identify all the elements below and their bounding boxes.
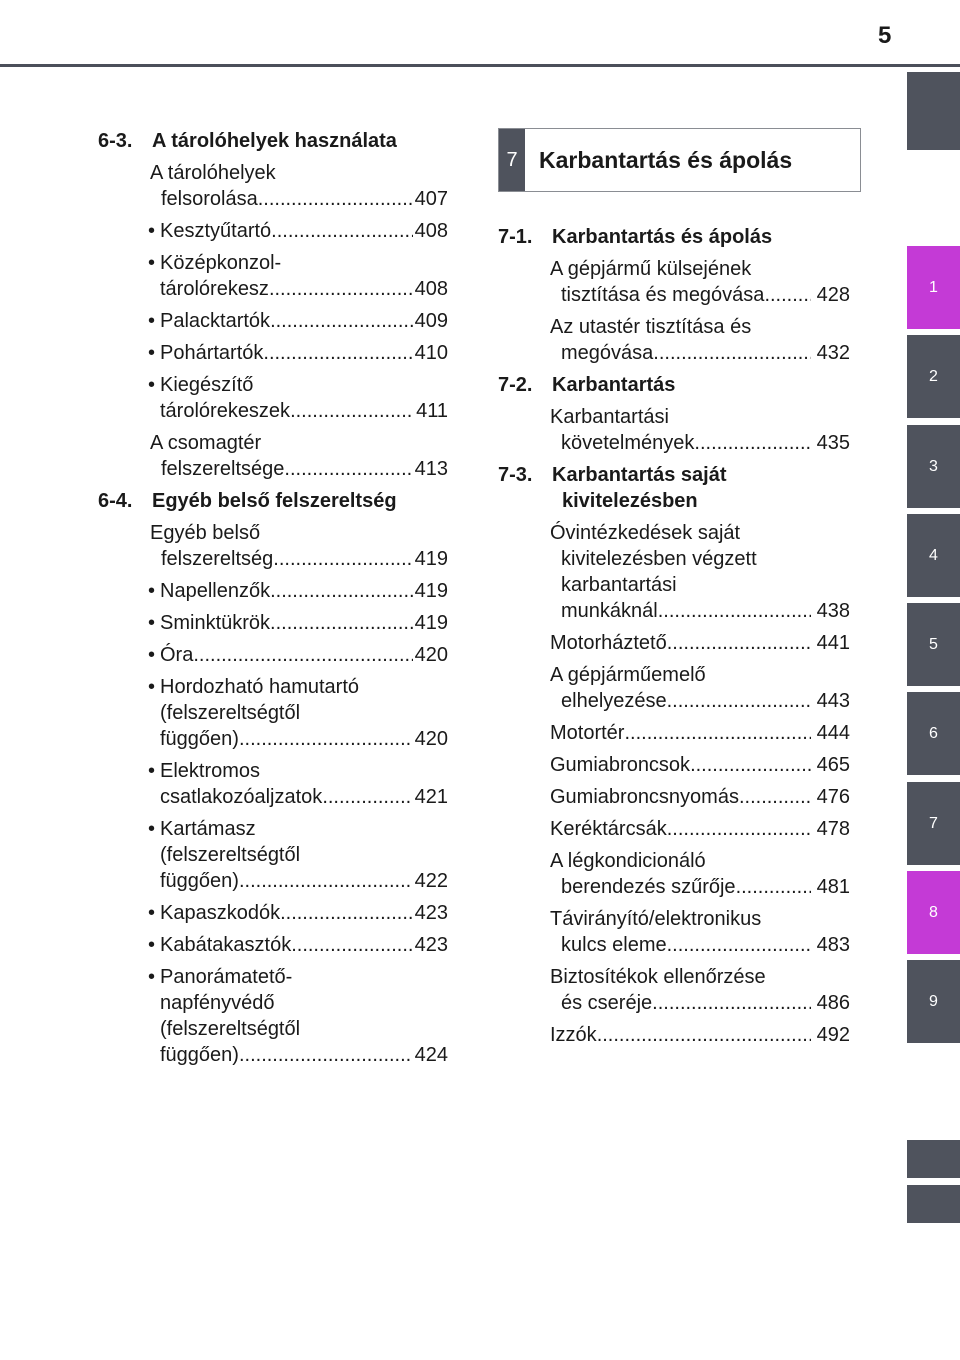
section-title (152, 128, 448, 154)
entry-last-line (550, 688, 850, 714)
toc-entry (550, 816, 850, 842)
entry-last-line (550, 720, 850, 746)
entry-last-line (550, 340, 850, 366)
section-number: 6-3. (98, 130, 133, 152)
entry-text-line: (felszereltségtől (160, 1018, 301, 1040)
entry-last-line (160, 642, 448, 668)
header-rule (0, 64, 960, 67)
page-reference: 492 (816, 1024, 850, 1046)
entry-text-line: Kabátakasztók (160, 934, 292, 956)
entry-text-line: Gumiabroncsok (550, 754, 691, 776)
entry-text-line: Óvintézkedések saját (550, 522, 741, 544)
toc-entry (550, 720, 850, 746)
section-title (552, 372, 850, 398)
page-number: 5 (878, 22, 892, 49)
dot-leader (239, 1042, 413, 1068)
entry-text-line: csatlakozóaljzatok (160, 786, 323, 808)
toc-entry (150, 160, 448, 212)
dot-leader (652, 990, 810, 1016)
entry-text-line: Kiegészítő (160, 374, 254, 396)
entry-text-line: Kapaszkodók (160, 902, 281, 924)
entry-text-line: elhelyezése (561, 690, 667, 712)
toc-entry (550, 1022, 850, 1048)
entry-text-line: kivitelezésben végzett (561, 548, 757, 570)
entry-text-line: tárolórekesz (160, 278, 269, 300)
entry-last-line (550, 282, 850, 308)
page-reference: 422 (414, 870, 448, 892)
entry-text-line: Kesztyűtartó (160, 220, 272, 242)
toc-entry (550, 906, 850, 958)
entry-text-line: karbantartási (561, 574, 677, 596)
chapter-tab-3[interactable]: 3 (907, 425, 960, 508)
dot-leader (239, 868, 413, 894)
entry-last-line (160, 784, 448, 810)
dot-leader (270, 610, 413, 636)
page-reference: 410 (414, 342, 448, 364)
toc-entry (550, 964, 850, 1016)
chapter-number: 7 (499, 129, 525, 191)
dot-leader (658, 598, 811, 624)
bullet-mark: • (148, 676, 156, 698)
entry-last-line (550, 598, 850, 624)
section-number: 7-1. (498, 226, 533, 248)
section-number: 7-3. (498, 464, 533, 486)
entry-text-line: függően) (160, 1044, 239, 1066)
chapter-tab-1[interactable]: 1 (907, 246, 960, 329)
page-reference: 413 (414, 458, 448, 480)
entry-text-line: Izzók (550, 1024, 597, 1046)
bullet-mark: • (148, 220, 156, 242)
entry-text-line: Óra (160, 644, 194, 666)
page-reference: 423 (414, 934, 448, 956)
entry-text-line: Keréktárcsák (550, 818, 667, 840)
toc-bullet-item (148, 372, 448, 424)
dot-leader (736, 874, 811, 900)
entry-last-line (550, 430, 850, 456)
entry-last-line (160, 1042, 448, 1068)
entry-text-line: Pohártartók (160, 342, 264, 364)
entry-text-line: megóvása (561, 342, 654, 364)
section-title-line: kivitelezésben (562, 490, 698, 512)
section-title-line: Karbantartás és ápolás (552, 226, 773, 248)
dot-leader (193, 642, 412, 668)
dot-leader (667, 816, 811, 842)
entry-text-line: Az utastér tisztítása és (550, 316, 752, 338)
bullet-mark: • (148, 580, 156, 602)
entry-last-line (150, 186, 448, 212)
page-reference: 432 (816, 342, 850, 364)
section-title-line: A tárolóhelyek használata (152, 130, 397, 152)
dot-leader (270, 308, 413, 334)
entry-last-line (550, 784, 850, 810)
entry-last-line (160, 398, 448, 424)
toc-entry (550, 314, 850, 366)
page-reference: 438 (816, 600, 850, 622)
bullet-mark: • (148, 644, 156, 666)
chapter-title: Karbantartás és ápolás (539, 146, 793, 173)
toc-bullet-item (148, 610, 448, 636)
toc-bullet-item (148, 964, 448, 1068)
entry-text-line: felszereltség (161, 548, 274, 570)
toc-bullet-item (148, 816, 448, 894)
toc-entry (550, 662, 850, 714)
page-reference: 423 (414, 902, 448, 924)
entry-last-line (550, 630, 850, 656)
toc-entry (550, 784, 850, 810)
bullet-mark: • (148, 934, 156, 956)
toc-column-right (498, 218, 850, 1048)
dot-leader (271, 218, 412, 244)
page-reference: 420 (414, 728, 448, 750)
entry-last-line (550, 816, 850, 842)
toc-entry (150, 430, 448, 482)
chapter-tab-blank[interactable] (907, 1185, 960, 1223)
chapter-tab-7[interactable]: 7 (907, 782, 960, 865)
page-reference: 435 (816, 432, 850, 454)
entry-last-line (160, 932, 448, 958)
entry-last-line (550, 1022, 850, 1048)
toc-bullet-item (148, 932, 448, 958)
entry-last-line (160, 900, 448, 926)
dot-leader (624, 720, 810, 746)
toc-entry (550, 752, 850, 778)
toc-section-heading (98, 488, 448, 514)
chapter-tab-blank[interactable] (907, 1140, 960, 1178)
page-reference: 409 (414, 310, 448, 332)
entry-text-line: A légkondicionáló (550, 850, 706, 872)
page-reference: 486 (816, 992, 850, 1014)
toc-entry (550, 256, 850, 308)
page-reference: 481 (816, 876, 850, 898)
page-reference: 441 (816, 632, 850, 654)
entry-text-line: A gépjármű külsejének (550, 258, 752, 280)
entry-text-line: Hordozható hamutartó (160, 676, 360, 698)
dot-leader (258, 186, 413, 212)
toc-section-heading (498, 372, 850, 398)
entry-text-line: felszereltsége (161, 458, 285, 480)
entry-text-line: A tárolóhelyek (150, 162, 276, 184)
dot-leader (764, 282, 810, 308)
page-reference: 476 (816, 786, 850, 808)
toc-bullet-item (148, 674, 448, 752)
entry-last-line (150, 546, 448, 572)
chapter-tab-9[interactable]: 9 (907, 960, 960, 1043)
entry-text-line: Elektromos (160, 760, 261, 782)
toc-bullet-item (148, 250, 448, 302)
entry-text-line: követelmények (561, 432, 695, 454)
section-number: 7-2. (498, 374, 533, 396)
page-reference: 421 (414, 786, 448, 808)
toc-bullet-item (148, 340, 448, 366)
page-reference: 428 (816, 284, 850, 306)
dot-leader (694, 430, 810, 456)
toc-bullet-item (148, 758, 448, 810)
toc-section-heading (98, 128, 448, 154)
bullet-mark: • (148, 902, 156, 924)
entry-last-line (150, 456, 448, 482)
toc-bullet-item (148, 642, 448, 668)
page-reference: 444 (816, 722, 850, 744)
dot-leader (273, 546, 412, 572)
entry-text-line: napfényvédő (160, 992, 275, 1014)
toc-bullet-item (148, 900, 448, 926)
bullet-mark: • (148, 374, 156, 396)
entry-text-line: és cseréje (561, 992, 653, 1014)
bullet-mark: • (148, 760, 156, 782)
page-reference: 419 (414, 580, 448, 602)
entry-text-line: Biztosítékok ellenőrzése (550, 966, 766, 988)
entry-text-line: függően) (160, 728, 239, 750)
chapter-tab-4[interactable]: 4 (907, 514, 960, 597)
entry-last-line (160, 340, 448, 366)
chapter-tab-6[interactable]: 6 (907, 692, 960, 775)
entry-text-line: Motortér (550, 722, 625, 744)
entry-last-line (160, 868, 448, 894)
page-reference: 424 (414, 1044, 448, 1066)
dot-leader (239, 726, 413, 752)
dot-leader (263, 340, 412, 366)
dot-leader (667, 932, 811, 958)
entry-text-line: Távirányító/elektronikus (550, 908, 762, 930)
bullet-mark: • (148, 818, 156, 840)
entry-text-line: Kartámasz (160, 818, 256, 840)
bullet-mark: • (148, 342, 156, 364)
chapter-tab-8[interactable]: 8 (907, 871, 960, 954)
dot-leader (739, 784, 811, 810)
entry-last-line (550, 932, 850, 958)
dot-leader (667, 630, 811, 656)
entry-text-line: (felszereltségtől (160, 844, 301, 866)
chapter-tab-5[interactable]: 5 (907, 603, 960, 686)
entry-text-line: Panorámatető- (160, 966, 293, 988)
section-title (552, 224, 850, 250)
entry-text-line: A csomagtér (150, 432, 262, 454)
entry-text-line: Karbantartási (550, 406, 669, 428)
entry-text-line: felsorolása (161, 188, 258, 210)
bullet-mark: • (148, 310, 156, 332)
entry-last-line (550, 990, 850, 1016)
dot-leader (322, 784, 412, 810)
section-title-line: Egyéb belső felszereltség (152, 490, 397, 512)
toc-section-heading (498, 224, 850, 250)
entry-text-line: (felszereltségtől (160, 702, 301, 724)
entry-text-line: munkáknál (561, 600, 658, 622)
dot-leader (270, 578, 413, 604)
entry-last-line (550, 752, 850, 778)
bullet-mark: • (148, 966, 156, 988)
toc-entry (550, 848, 850, 900)
page-reference: 411 (416, 400, 448, 422)
section-title (552, 462, 850, 514)
chapter-tab-2[interactable]: 2 (907, 335, 960, 418)
entry-last-line (160, 218, 448, 244)
toc-entry (550, 520, 850, 624)
entry-text-line: Sminktükrök (160, 612, 271, 634)
entry-text-line: A gépjárműemelő (550, 664, 706, 686)
toc-bullet-item (148, 218, 448, 244)
page-reference: 443 (816, 690, 850, 712)
entry-last-line (160, 578, 448, 604)
entry-last-line (160, 610, 448, 636)
section-title-line: Karbantartás (552, 374, 676, 396)
dot-leader (290, 398, 414, 424)
dot-leader (269, 276, 413, 302)
dot-leader (597, 1022, 811, 1048)
entry-text-line: Motorháztető (550, 632, 667, 654)
dot-leader (291, 932, 412, 958)
entry-last-line (160, 726, 448, 752)
page-reference: 419 (414, 548, 448, 570)
toc-section-heading (498, 462, 850, 514)
page-reference: 478 (816, 818, 850, 840)
entry-text-line: tárolórekeszek (160, 400, 291, 422)
section-title-line: Karbantartás saját (552, 464, 727, 486)
entry-last-line (550, 874, 850, 900)
page-reference: 408 (414, 278, 448, 300)
chapter-header (498, 128, 861, 192)
entry-text-line: függően) (160, 870, 239, 892)
entry-text-line: Középkonzol- (160, 252, 282, 274)
page-reference: 465 (816, 754, 850, 776)
page-reference: 420 (414, 644, 448, 666)
section-title (152, 488, 448, 514)
page-reference: 419 (414, 612, 448, 634)
entry-last-line (160, 276, 448, 302)
page-reference: 407 (414, 188, 448, 210)
page-reference: 408 (414, 220, 448, 242)
toc-entry (150, 520, 448, 572)
entry-text-line: Egyéb belső (150, 522, 261, 544)
entry-text-line: berendezés szűrője (561, 876, 736, 898)
dot-leader (284, 456, 412, 482)
bullet-mark: • (148, 252, 156, 274)
dot-leader (690, 752, 811, 778)
toc-bullet-item (148, 308, 448, 334)
entry-text-line: kulcs eleme (561, 934, 667, 956)
toc-bullet-item (148, 578, 448, 604)
chapter-tab-blank[interactable] (907, 72, 960, 150)
entry-text-line: Palacktartók (160, 310, 271, 332)
toc-column-left (98, 122, 448, 1068)
toc-entry (550, 404, 850, 456)
page-reference: 483 (816, 934, 850, 956)
toc-entry (550, 630, 850, 656)
dot-leader (653, 340, 810, 366)
entry-last-line (160, 308, 448, 334)
dot-leader (280, 900, 413, 926)
entry-text-line: Gumiabroncsnyomás (550, 786, 739, 808)
entry-text-line: tisztítása és megóvása (561, 284, 765, 306)
bullet-mark: • (148, 612, 156, 634)
section-number: 6-4. (98, 490, 133, 512)
dot-leader (667, 688, 811, 714)
entry-text-line: Napellenzők (160, 580, 271, 602)
